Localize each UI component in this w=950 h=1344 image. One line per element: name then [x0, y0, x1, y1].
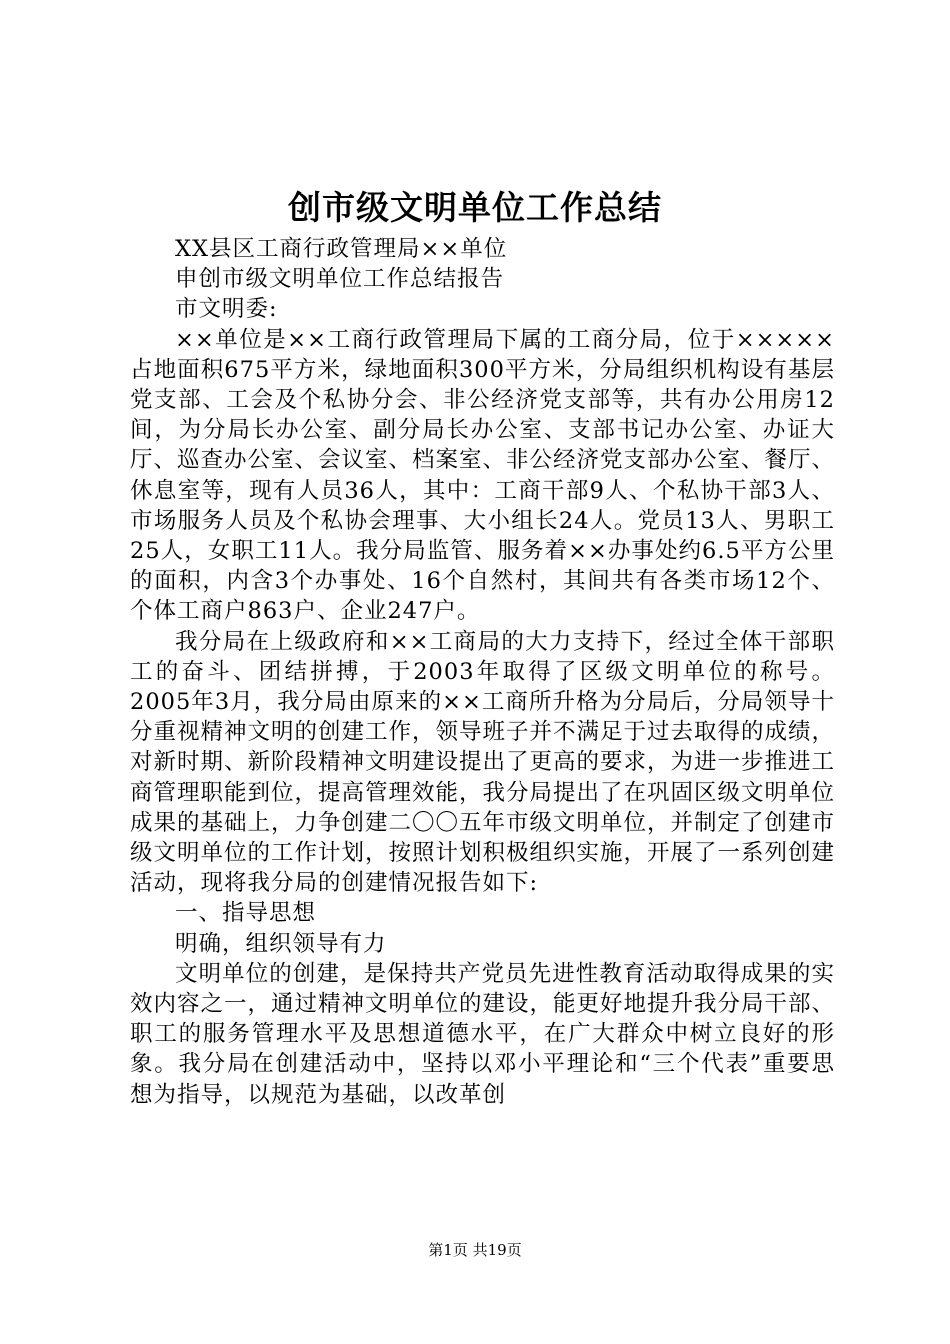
- paragraph-unit-overview: ××单位是××工商行政管理局下属的工商分局，位于×××××占地面积675平方米，绿地面积300平方米，分局组织机构设有基层党支部、工会及个私协分会、非公经济党支部等，共有办公用房12间，为分局长办公室、副分局长办公室、支部书记办公室、办证大厅、巡查办公室、会议室、档案室、非公经济党支部办公室、餐厅、休息室等，现有人员36人，其中：工商干部9人、个私协干部3人、市场服务人员及个私协会理事、大小组长24人。党员13人、男职工25人，女职工11人。我分局监管、服务着××办事处约6.5平方公里的面积，内含3个办事处、16个自然村，其间共有各类市场12个、个体工商户863户、企业247户。: [130, 326, 836, 625]
- section-heading-guiding-ideology: 一、指导思想: [175, 900, 317, 927]
- paragraph-organization: XX县区工商行政管理局××单位: [175, 236, 508, 262]
- paragraph-report-title: 申创市级文明单位工作总结报告: [175, 266, 505, 293]
- document-title: 创市级文明单位工作总结: [288, 188, 662, 227]
- paragraph-leadership: 明确，组织领导有力: [175, 930, 387, 957]
- paragraph-creation-background: 我分局在上级政府和××工商局的大力支持下，经过全体干部职工的奋斗、团结拼搏，于2003年取得了区级文明单位的称号。2005年3月，我分局由原来的××工商所升格为分局后，分局领导十分重视精神文明的创建工作，领导班子并不满足于过去取得的成绩，对新时期、新阶段精神文明建设提出了更高的要求，为进一步推进工商管理职能到位，提高管理效能，我分局提出了在巩固区级文明单位成果的基础上，力争创建二〇〇五年市级文明单位，并制定了创建市级文明单位的工作计划，按照计划积极组织实施，开展了一系列创建活动，现将我分局的创建情况报告如下:: [130, 628, 836, 897]
- document-body: [130, 234, 835, 1110]
- page-number-footer: 第1页 共19页: [428, 1241, 522, 1259]
- paragraph-salutation: 市文明委:: [175, 296, 278, 323]
- paragraph-creation-significance: 文明单位的创建，是保持共产党员先进性教育活动取得成果的实效内容之一，通过精神文明单位的建设，能更好地提升我分局干部、职工的服务管理水平及思想道德水平，在广大群众中树立良好的形象。我分局在创建活动中，坚持以邓小平理论和“三个代表”重要思想为指导，以规范为基础，以改革创: [130, 960, 836, 1108]
